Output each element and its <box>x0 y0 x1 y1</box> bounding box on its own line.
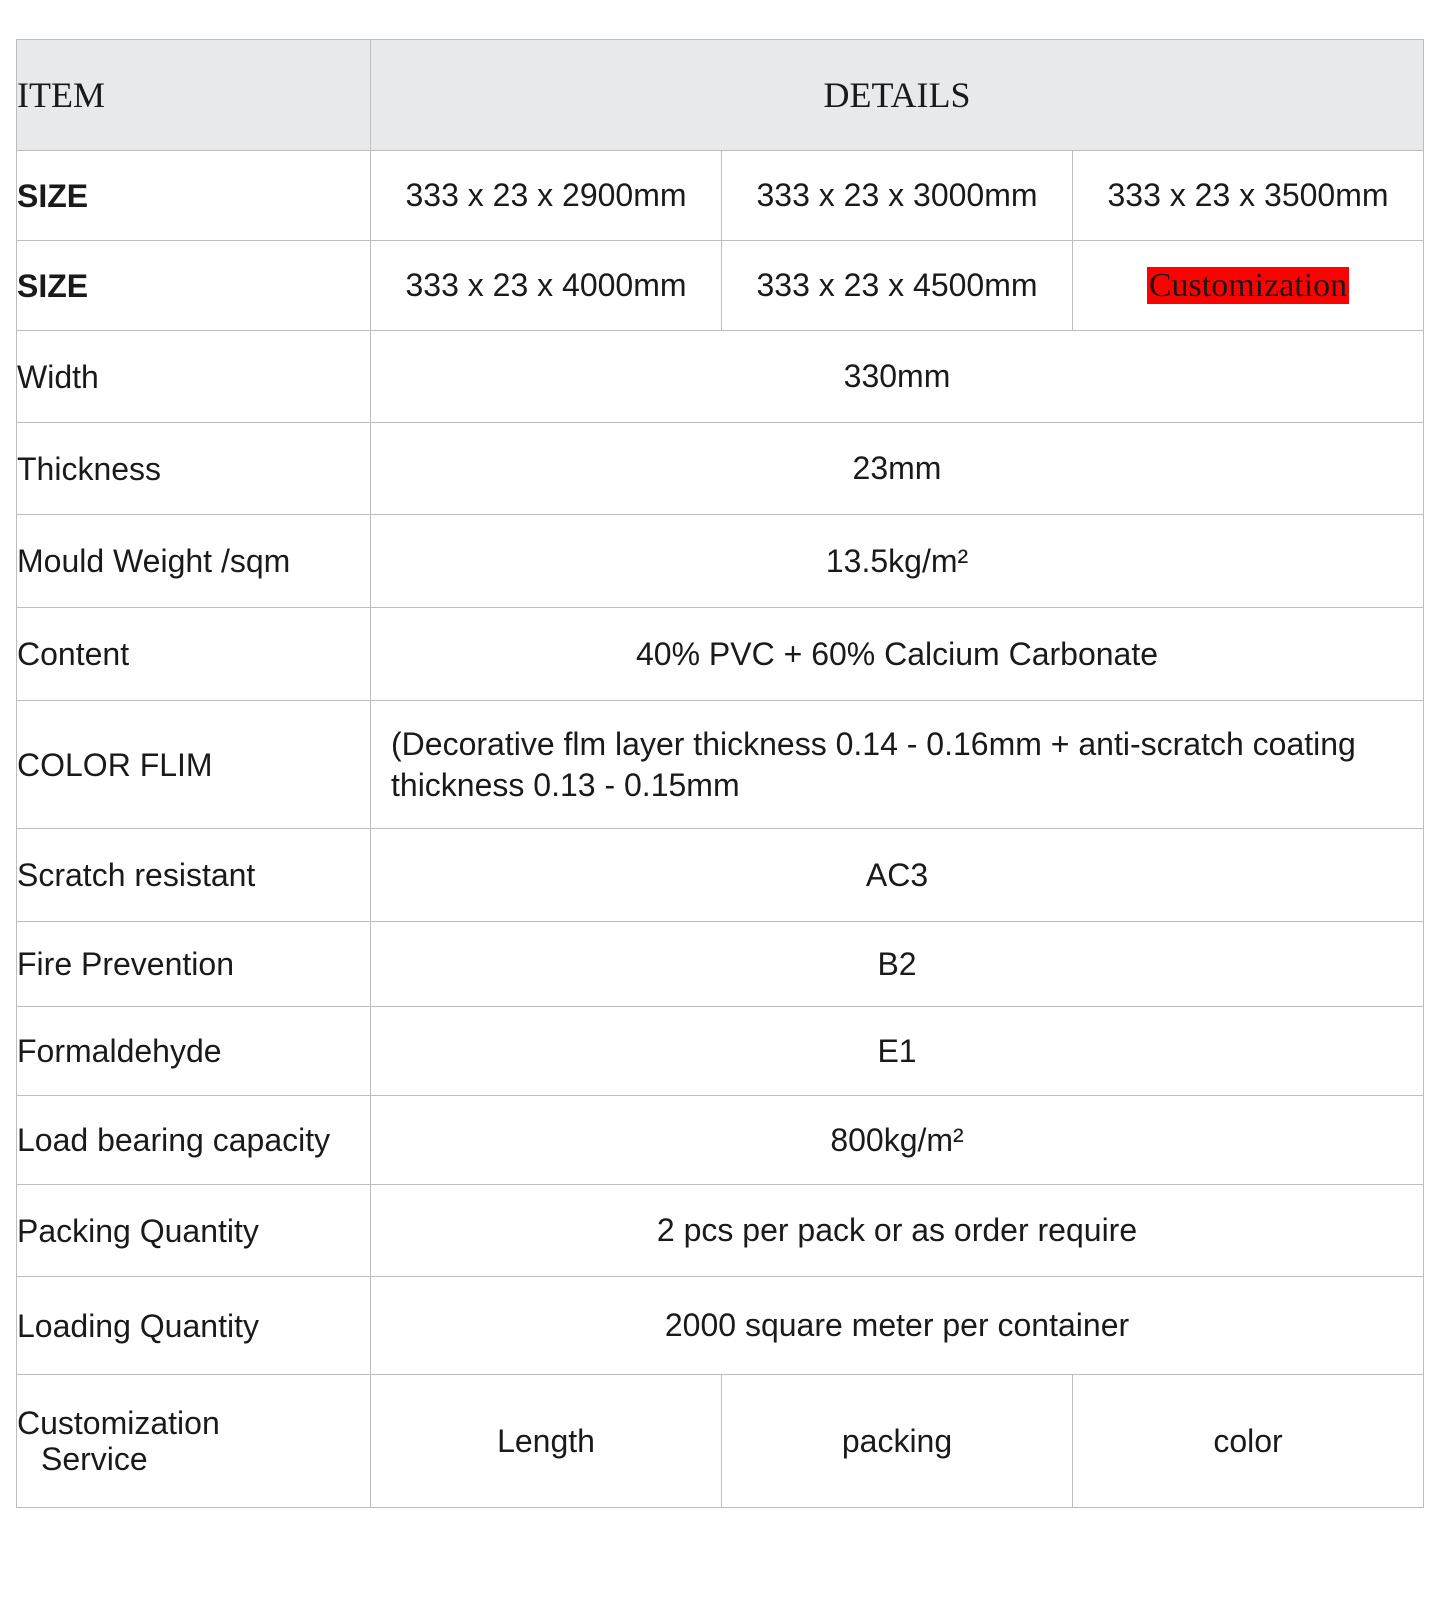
size-value: 333 x 23 x 2900mm <box>371 151 722 241</box>
customization-value: color <box>1073 1375 1424 1508</box>
size-value-customization <box>1073 241 1424 331</box>
customization-label-line1: Customization <box>17 1405 220 1441</box>
table-row-thickness <box>17 423 1424 515</box>
table-row-scratch <box>17 829 1424 922</box>
row-value: 330mm <box>371 331 1424 423</box>
table-row-loading <box>17 1277 1424 1375</box>
spec-table <box>16 39 1424 1508</box>
size-value: 333 x 23 x 3000mm <box>722 151 1073 241</box>
table-header-row <box>17 40 1424 151</box>
table-row-width <box>17 331 1424 423</box>
row-label: Loading Quantity <box>17 1277 371 1375</box>
table-row-size-1 <box>17 151 1424 241</box>
row-label: SIZE <box>17 241 371 331</box>
table-row-formaldehyde <box>17 1007 1424 1096</box>
row-value: E1 <box>371 1007 1424 1096</box>
table-row-size-2 <box>17 241 1424 331</box>
customization-value: packing <box>722 1375 1073 1508</box>
row-label: Packing Quantity <box>17 1185 371 1277</box>
table-row-customization <box>17 1375 1424 1508</box>
table-row-packing <box>17 1185 1424 1277</box>
size-value: 333 x 23 x 4000mm <box>371 241 722 331</box>
row-value: 2 pcs per pack or as order require <box>371 1185 1424 1277</box>
row-value: 800kg/m² <box>371 1096 1424 1185</box>
row-label: Thickness <box>17 423 371 515</box>
row-label-customization <box>17 1375 371 1508</box>
table-row-load-bearing <box>17 1096 1424 1185</box>
row-value: B2 <box>371 922 1424 1007</box>
row-label: Scratch resistant <box>17 829 371 922</box>
customization-value: Length <box>371 1375 722 1508</box>
row-label: Mould Weight /sqm <box>17 515 371 608</box>
table-row-color-film <box>17 701 1424 829</box>
row-value: AC3 <box>371 829 1424 922</box>
row-label: Formaldehyde <box>17 1007 371 1096</box>
size-value: 333 x 23 x 4500mm <box>722 241 1073 331</box>
table-row-fire <box>17 922 1424 1007</box>
customization-label-line2: Service <box>41 1441 148 1477</box>
customization-highlight: Customization <box>1148 266 1348 304</box>
row-label: Content <box>17 608 371 701</box>
row-label: COLOR FLIM <box>17 701 371 829</box>
row-label: Fire Prevention <box>17 922 371 1007</box>
table-row-content <box>17 608 1424 701</box>
row-label: Load bearing capacity <box>17 1096 371 1185</box>
header-details: DETAILS <box>371 40 1424 151</box>
table-row-mould-weight <box>17 515 1424 608</box>
row-value: 23mm <box>371 423 1424 515</box>
row-value: 40% PVC + 60% Calcium Carbonate <box>371 608 1424 701</box>
row-value: 13.5kg/m² <box>371 515 1424 608</box>
row-label: Width <box>17 331 371 423</box>
header-item: ITEM <box>17 40 371 151</box>
size-value: 333 x 23 x 3500mm <box>1073 151 1424 241</box>
row-label: SIZE <box>17 151 371 241</box>
row-value: (Decorative flm layer thickness 0.14 - 0.16mm + anti-scratch coating thickness 0.13 - 0.15mm <box>371 701 1424 829</box>
row-value: 2000 square meter per container <box>371 1277 1424 1375</box>
